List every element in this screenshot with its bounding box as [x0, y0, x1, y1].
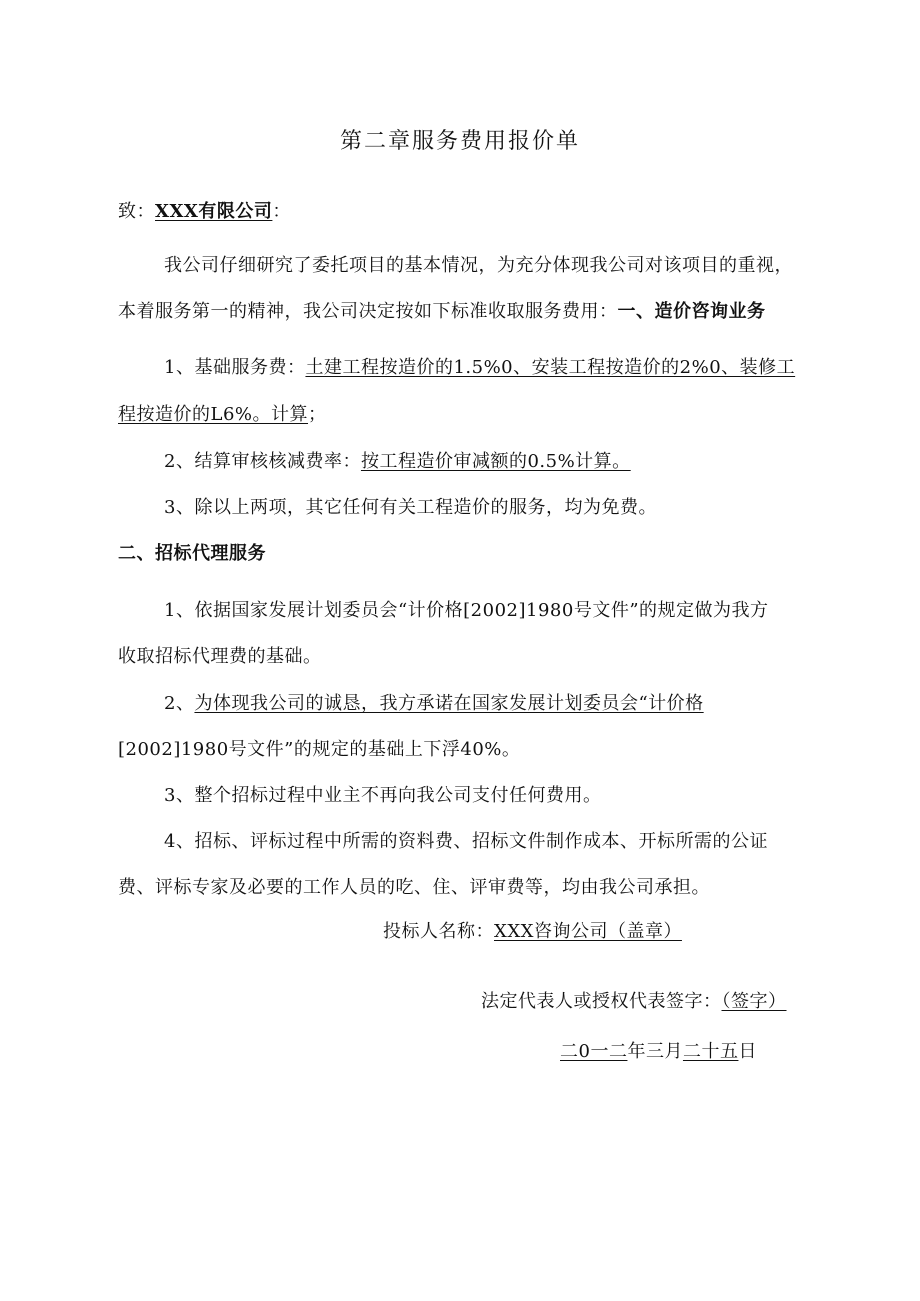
- s2-item-3: 3、整个招标过程中业主不再向我公司支付任何费用。: [164, 785, 602, 806]
- representative-value: （签字）: [721, 991, 787, 1012]
- s1-item-1-prefix: 1、基础服务费：: [164, 357, 306, 378]
- section-2-heading: 二、招标代理服务: [118, 543, 266, 564]
- s2-item-4-line-2: 费、评标专家及必要的工作人员的吃、住、评审费等，均由我公司承担。: [118, 877, 710, 898]
- s2-item-4-line-1: 4、招标、评标过程中所需的资料费、招标文件制作成本、开标所需的公证: [164, 831, 768, 852]
- addressee-line: [118, 200, 291, 224]
- intro-line-2-text: 本着服务第一的精神，我公司决定按如下标准收取服务费用：: [118, 301, 618, 322]
- s1-item-3: 3、除以上两项，其它任何有关工程造价的服务，均为免费。: [164, 497, 657, 518]
- s1-item-2-prefix: 2、结算审核核减费率：: [164, 451, 361, 472]
- date-day: 二十五: [682, 1041, 739, 1062]
- s1-item-1-underlined-2: 程按造价的L6%。计算: [118, 404, 309, 425]
- s2-item-2-underlined: 为体现我公司的诚恳，我方承诺在国家发展计划委员会“计价格: [194, 693, 704, 714]
- s1-item-1-underlined-1: 土建工程按造价的1.5%0、安装工程按造价的2%0、装修工: [305, 357, 796, 378]
- s2-item-1-line-2: 收取招标代理费的基础。: [118, 646, 322, 667]
- s2-item-1-line-1: 1、依据国家发展计划委员会“计价格[2002]1980号文件”的规定做为我方: [164, 600, 769, 621]
- date-suffix: 日: [738, 1041, 757, 1062]
- addressee-prefix: 致：: [118, 201, 155, 222]
- s1-item-1-end: ；: [308, 404, 327, 425]
- s1-item-1-line-2: [118, 403, 327, 427]
- date-line: [560, 1040, 757, 1064]
- addressee-company: XXX有限公司: [155, 201, 273, 222]
- s1-item-2-underlined: 按工程造价审减额的0.5%计算。: [360, 451, 631, 472]
- s1-item-2: [164, 450, 631, 474]
- bidder-label: 投标人名称：: [383, 921, 494, 942]
- representative-label: 法定代表人或授权代表签字：: [481, 991, 722, 1012]
- s2-item-2-line-2: [2002]1980号文件”的规定的基础上下浮40%。: [118, 739, 521, 760]
- intro-line-1: 我公司仔细研究了委托项目的基本情况，为充分体现我公司对该项目的重视，: [164, 255, 793, 276]
- date-year: 二0一二: [560, 1041, 628, 1062]
- bidder-value: XXX咨询公司（盖章）: [494, 921, 682, 942]
- s2-item-2-line-1: [164, 692, 704, 716]
- bidder-line: [383, 920, 682, 944]
- date-month: 年三月: [627, 1041, 683, 1062]
- intro-line-2: [118, 300, 766, 324]
- representative-line: [481, 990, 787, 1014]
- section-1-heading: 一、造价咨询业务: [617, 301, 766, 322]
- s2-item-2-prefix: 2、: [164, 693, 195, 714]
- s1-item-1-line-1: [164, 356, 795, 380]
- addressee-suffix: ：: [272, 201, 291, 222]
- page-title: 第二章服务费用报价单: [339, 129, 580, 154]
